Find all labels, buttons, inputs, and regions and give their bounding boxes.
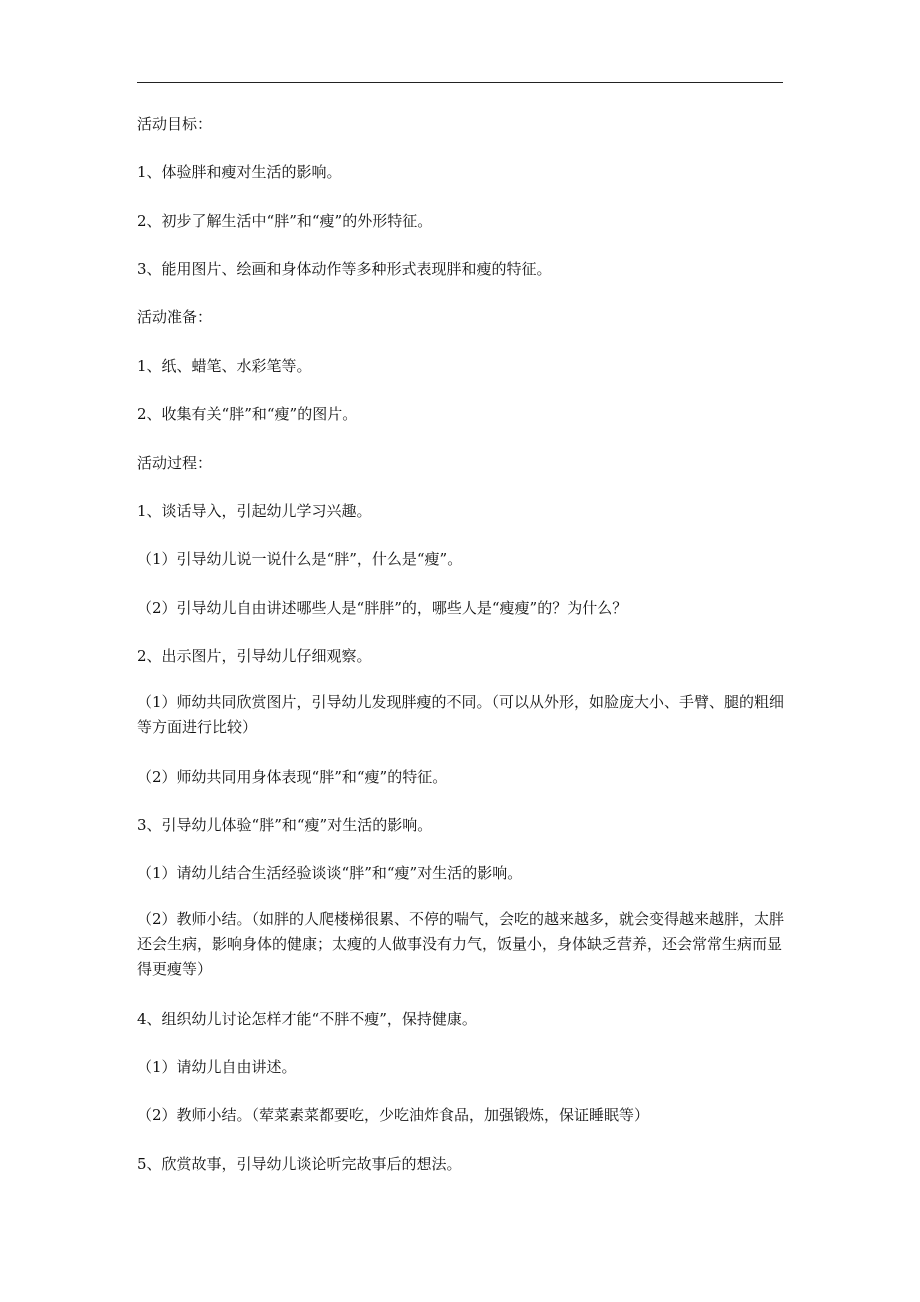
process-step-2-sub-2: （2）师幼共同用身体表现“胖”和“瘦”的特征。 [137,768,448,786]
process-step-3-sub-1: （1）请幼儿结合生活经验谈谈“胖”和“瘦”对生活的影响。 [137,864,523,882]
header-rule [137,82,783,83]
process-step-1: 1、谈话导入，引起幼儿学习兴趣。 [137,502,372,520]
process-step-3-sub-2: （2）教师小结。（如胖的人爬楼梯很累、不停的喘气，会吃的越来越多，就会变得越来越胖，太胖还会生病，影响身体的健康；太瘦的人做事没有力气，饭量小，身体缺乏营养，还会常常生病而显得更瘦等） [137,910,785,978]
preparation-item-1: 1、纸、蜡笔、水彩笔等。 [137,357,312,375]
process-step-4-sub-1: （1）请幼儿自由讲述。 [137,1058,297,1076]
process-step-3: 3、引导幼儿体验“胖”和“瘦”对生活的影响。 [137,816,433,834]
process-step-1-sub-2: （2）引导幼儿自由讲述哪些人是“胖胖”的，哪些人是“瘦瘦”的？为什么？ [137,599,628,617]
preparation-item-2: 2、收集有关“胖”和“瘦”的图片。 [137,405,358,423]
process-step-5: 5、欣赏故事，引导幼儿谈论听完故事后的想法。 [137,1155,462,1173]
goal-item-3: 3、能用图片、绘画和身体动作等多种形式表现胖和瘦的特征。 [137,260,552,278]
process-step-4-sub-2: （2）教师小结。（荤菜素菜都要吃，少吃油炸食品，加强锻炼，保证睡眠等） [137,1106,650,1124]
process-step-1-sub-1: （1）引导幼儿说一说什么是“胖”，什么是“瘦”。 [137,550,463,568]
section-heading-preparation: 活动准备： [137,308,213,326]
process-step-2: 2、出示图片，引导幼儿仔细观察。 [137,647,372,665]
section-heading-process: 活动过程： [137,454,213,472]
process-step-4: 4、组织幼儿讨论怎样才能“不胖不瘦”，保持健康。 [137,1010,477,1028]
section-heading-goals: 活动目标： [137,115,213,133]
process-step-2-sub-1: （1）师幼共同欣赏图片，引导幼儿发现胖瘦的不同。（可以从外形，如脸庞大小、手臂、腿的粗细等方面进行比较） [137,693,785,736]
goal-item-1: 1、体验胖和瘦对生活的影响。 [137,163,342,181]
goal-item-2: 2、初步了解生活中“胖”和“瘦”的外形特征。 [137,212,433,230]
